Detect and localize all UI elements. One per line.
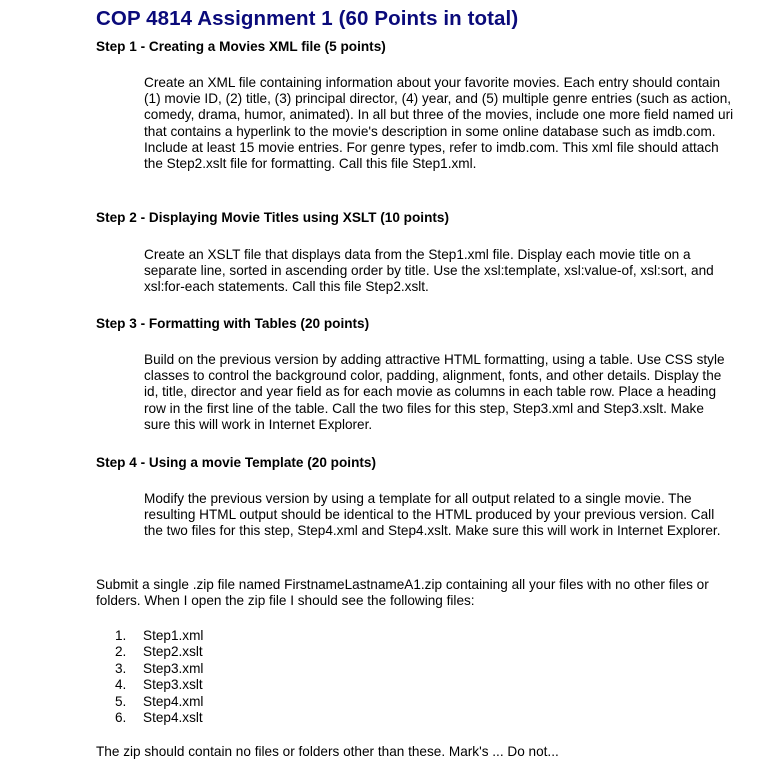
step-2-heading: Step 2 - Displaying Movie Titles using XSLT (10 points) bbox=[96, 210, 449, 225]
list-item bbox=[115, 628, 203, 644]
list-item-filename: Step4.xslt bbox=[143, 710, 203, 726]
step-4-body: Modify the previous version by using a template for all output related to a single movie. The resulting HTML output should be identical to the HTML produced by your previous version. Call the two files for this step, Step4.xml and Step4.xslt. Make sure this will work in Internet Explorer. bbox=[144, 491, 721, 539]
step-1-body: Create an XML file containing information about your favorite movies. Each entry should contain (1) movie ID, (2) title, (3) principal director, (4) year, and (5) multiple genre entries (such as action, comedy, drama, humor, animated). In all but three of the movies, include one more field named uri that contains a hyperlink to the movie's description in some online database such as imdb.com. Include at least 15 movie entries. For genre types, refer to imdb.com. This xml file should attach the Step2.xslt file for formatting. Call this file Step1.xml. bbox=[144, 75, 734, 172]
list-item bbox=[115, 644, 203, 660]
list-item bbox=[115, 661, 203, 677]
step-2-body: Create an XSLT file that displays data from the Step1.xml file. Display each movie title on a separate line, sorted in ascending order by title. Use the xsl:template, xsl:value-of, xsl:sort, and xsl:for-each statements. Call this file Step2.xslt. bbox=[144, 247, 714, 295]
step-1-heading: Step 1 - Creating a Movies XML file (5 points) bbox=[96, 39, 386, 54]
step-3-body: Build on the previous version by adding attractive HTML formatting, using a table. Use CSS style classes to control the background color, padding, alignment, fonts, and other details. Display the id, title, director and year field as for each movie as columns in each table row. Place a heading row in the first line of the table. Call the two files for this step, Step3.xml and Step3.xslt. Make sure this will work in Internet Explorer. bbox=[144, 352, 725, 432]
list-item-number: 4. bbox=[115, 677, 127, 693]
submission-instructions: Submit a single .zip file named FirstnameLastnameA1.zip containing all your files with no other files or folders. When I open the zip file I should see the following files: bbox=[96, 577, 709, 609]
page-title: COP 4814 Assignment 1 (60 Points in total) bbox=[96, 7, 519, 30]
step-4-heading: Step 4 - Using a movie Template (20 points) bbox=[96, 455, 376, 470]
list-item bbox=[115, 710, 203, 726]
list-item bbox=[115, 694, 203, 710]
list-item-filename: Step1.xml bbox=[143, 628, 204, 643]
truncated-footer-text: The zip should contain no files or folders other than these. Mark's ... Do not... bbox=[96, 744, 559, 759]
list-item-number: 2. bbox=[115, 644, 127, 660]
step-3-heading: Step 3 - Formatting with Tables (20 points) bbox=[96, 316, 370, 331]
list-item bbox=[115, 677, 203, 693]
list-item-number: 6. bbox=[115, 710, 127, 726]
list-item-filename: Step3.xslt bbox=[143, 677, 203, 693]
list-item-number: 5. bbox=[115, 693, 127, 709]
list-item-filename: Step4.xml bbox=[143, 693, 204, 709]
list-item-number: 3. bbox=[115, 660, 127, 676]
list-item-filename: Step2.xslt bbox=[143, 644, 203, 660]
list-item-filename: Step3.xml bbox=[143, 660, 204, 676]
required-files-list bbox=[115, 628, 203, 726]
list-item-number: 1. bbox=[115, 628, 127, 643]
